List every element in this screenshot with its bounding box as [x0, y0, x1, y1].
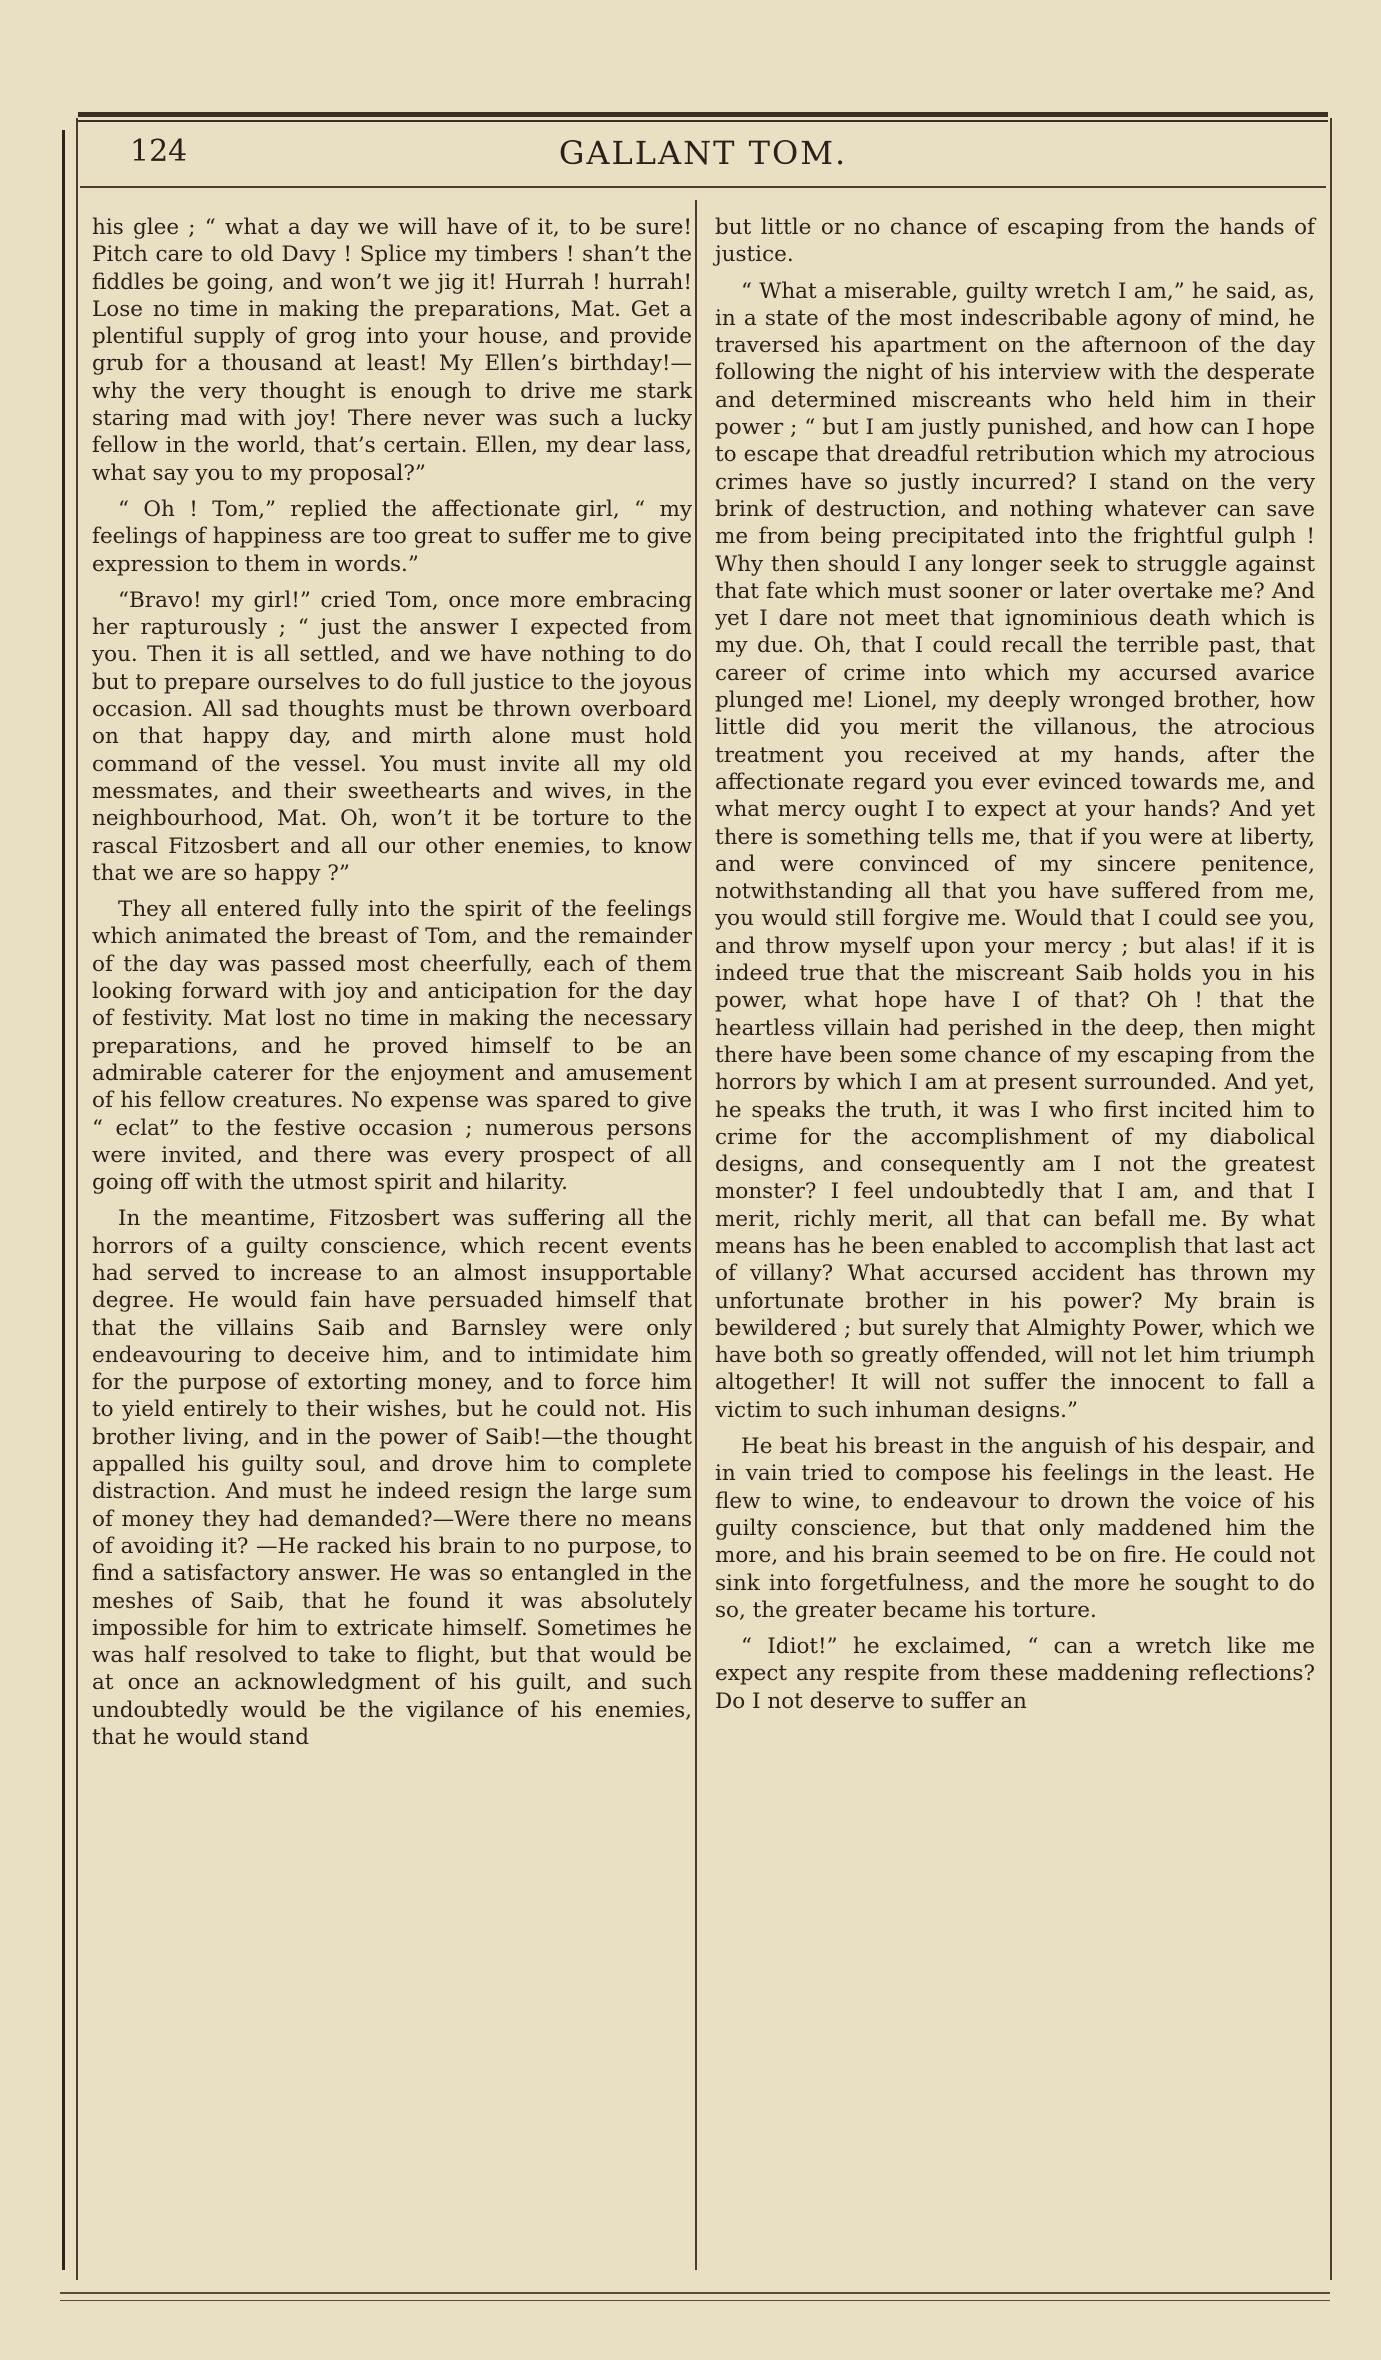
column-divider — [695, 200, 697, 2270]
running-title: GALLANT TOM. — [558, 134, 848, 172]
paragraph: In the meantime, Fitzosbert was suffering all the horrors of a guilty conscience, which recent events had served to increase to an almost insupportable degree. He would fain have persuaded himself that that the villains Saib and Barnsley were only endeavouring to deceive him, and to intimidate him for the purpose of extorting money, and to force him to yield entirely to their wishes, but he could not. His brother living, and in the power of Saib!—the thought appalled his guilty soul, and drove him to complete distraction. And must he indeed resign the large sum of money they had demanded?—Were there no means of avoiding it? —He racked his brain to no purpose, to find a satisfactory answer. He was so entangled in the meshes of Saib, that he found it was absolutely impossible for him to extricate himself. Sometimes he was half resolved to take to flight, but that would be at once an acknowledgment of his guilt, and such undoubtedly would be the vigilance of his enemies, that he would stand — [92, 1206, 692, 1751]
top-double-rule-upper — [78, 112, 1328, 117]
paragraph: “ Idiot!” he exclaimed, “ can a wretch like me expect any respite from these maddening reflections? Do I not deserve to suffer an — [715, 1634, 1315, 1714]
page-number: 124 — [130, 134, 188, 169]
paragraph: “ What a miserable, guilty wretch I am,” he said, as, in a state of the most indescribable agony of mind, he traversed his apartment on the afternoon of the day following the night of his interview with the desperate and determined miscreants who held him in their power ; “ but I am justly punished, and how can I hope to escape that dreadful retribution which my atrocious crimes have so justly incurred? I stand on the very brink of destruction, and nothing whatever can save me from being precipitated into the frightful gulph ! Why then should I any longer seek to struggle against that fate which must sooner or later overtake me? And yet I dare not meet that ignominious death which is my due. Oh, that I could recall the terrible past, that career of crime into which my accursed avarice plunged me! Lionel, my deeply wronged brother, how little did you merit the villanous, the atrocious treatment you received at my hands, after the affectionate regard you ever evinced towards me, and what mercy ought I to expect at your hands? And yet there is something tells me, that if you were at liberty, and were convinced of my sincere penitence, notwithstanding all that you have suffered from me, you would still forgive me. Would that I could see you, and throw myself upon your mercy ; but alas! if it is indeed true that the miscreant Saib holds you in his power, what hope have I of that? Oh ! that the heartless villain had perished in the deep, then might there have been some chance of my escaping from the horrors by which I am at present surrounded. And yet, he speaks the truth, it was I who first incited him to crime for the accomplishment of my diabolical designs, and consequently am I not the greatest monster? I feel undoubtedly that I am, and that I merit, richly merit, all that can befall me. By what means has he been enabled to accomplish that last act of villany? What accursed accident has thrown my unfortunate brother in his power? My brain is bewildered ; but surely that Almighty Power, which we have both so greatly offended, will not let him triumph altogether! It will not suffer the innocent to fall a victim to such inhuman designs.” — [715, 278, 1315, 1423]
right-column — [715, 214, 1315, 1715]
page-header — [78, 128, 1328, 188]
bottom-rule-lower — [60, 2300, 1330, 2301]
paragraph: “Bravo! my girl!” cried Tom, once more embracing her rapturously ; “ just the answer I expected from you. Then it is all settled, and we have nothing to do but to prepare ourselves to do full justice to the joyous occasion. All sad thoughts must be thrown overboard on that happy day, and mirth alone must hold command of the vessel. You must invite all my old messmates, and their sweethearts and wives, in the neighbourhood, Mat. Oh, won’t it be torture to the rascal Fitzosbert and all our other enemies, to know that we are so happy ?” — [92, 587, 692, 886]
paragraph: his glee ; “ what a day we will have of it, to be sure! Pitch care to old Davy ! Splice my timbers ! shan’t the fiddles be going, and won’t we jig it! Hurrah ! hurrah! Lose no time in making the preparations, Mat. Get a plentiful supply of grog into your house, and provide grub for a thousand at least! My Ellen’s birthday!—why the very thought is enough to drive me stark staring mad with joy! There never was such a lucky fellow in the world, that’s certain. Ellen, my dear lass, what say you to my proposal?” — [92, 215, 692, 486]
paragraph: “ Oh ! Tom,” replied the affectionate girl, “ my feelings of happiness are too great to suffer me to give expression to them in words.” — [92, 496, 692, 577]
left-column — [92, 214, 692, 1751]
paragraph: but little or no chance of escaping from the hands of justice. — [715, 215, 1315, 268]
bottom-rule-upper — [60, 2292, 1330, 2294]
paragraph: They all entered fully into the spirit of the feelings which animated the breast of Tom, and the remainder of the day was passed most cheerfully, each of them looking forward with joy and anticipation for the day of festivity. Mat lost no time in making the necessary preparations, and he proved himself to be an admirable caterer for the enjoyment and amusement of his fellow creatures. No expense was spared to give “ eclat” to the festive occasion ; numerous persons were invited, and there was every prospect of all going off with the utmost spirit and hilarity. — [92, 897, 692, 1196]
paragraph: He beat his breast in the anguish of his despair, and in vain tried to compose his feelings in the least. He flew to wine, to endeavour to drown the voice of his guilty conscience, but that only maddened him the more, and his brain seemed to be on fire. He could not sink into forgetfulness, and the more he sought to do so, the greater became his torture. — [715, 1434, 1315, 1623]
header-rule — [80, 186, 1326, 188]
page-left-edge — [62, 130, 65, 2270]
